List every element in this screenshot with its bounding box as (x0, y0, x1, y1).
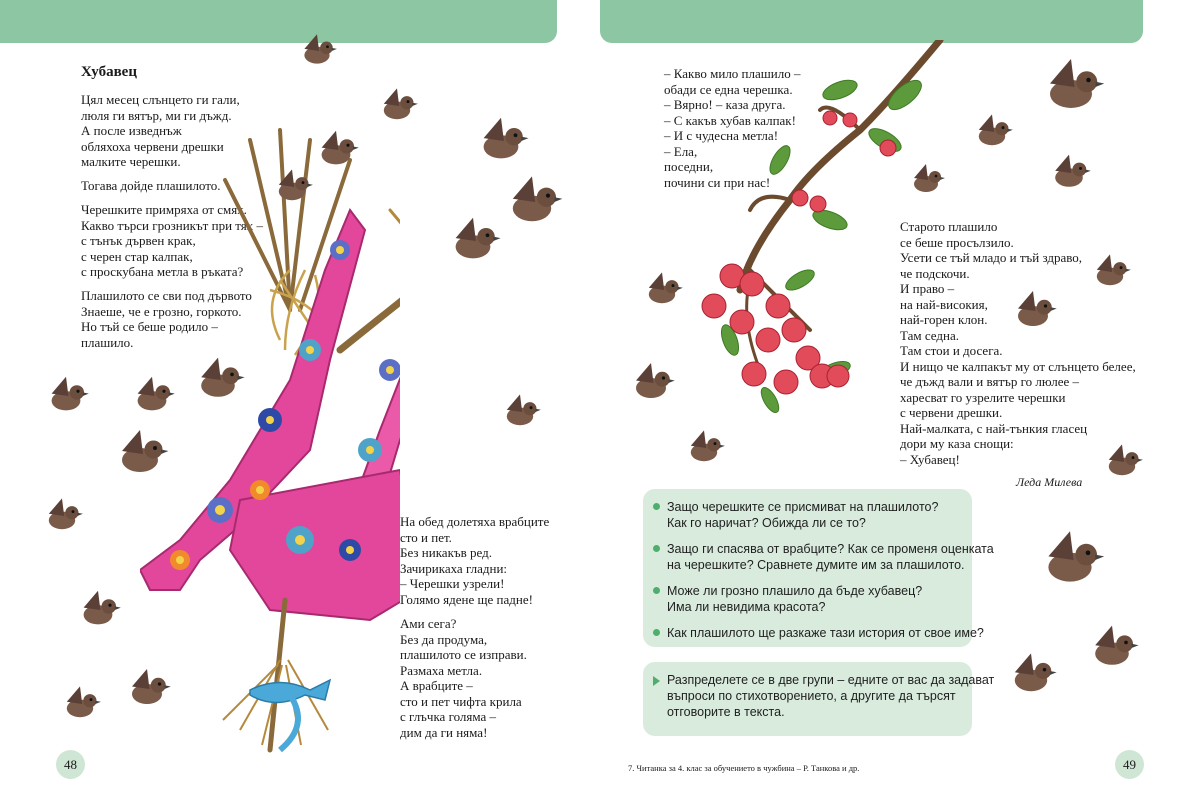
header-band-right (600, 0, 1143, 43)
sparrow-icon (1088, 250, 1132, 294)
sparrow-icon (122, 664, 172, 714)
question-item: Как плашилото ще разкаже тази история от свое име? (667, 625, 960, 641)
sparrow-icon (128, 372, 176, 420)
sparrow-icon (1100, 440, 1144, 484)
questions-box (643, 489, 994, 647)
sparrow-icon (1046, 150, 1092, 196)
sparrow-icon (42, 372, 90, 420)
sparrow-icon (375, 84, 419, 128)
stanza-1: Цял месец слънцето ги гали, люля ги вятър, ми ги дъжд. А после изведнъж обляхоха червени дрешки малките черешки. (81, 92, 240, 169)
sparrow-icon (682, 426, 726, 470)
stanza-5: На обед долетяха врабците сто и пет. Без никакъв ред. Зачирикаха гладни: – Черешки узрели! Голямо ядене ще падне! (400, 514, 550, 607)
sparrow-icon (1084, 620, 1140, 676)
bullet-icon (653, 545, 660, 552)
sparrow-icon (626, 358, 676, 408)
bullet-icon (653, 587, 660, 594)
footer-credit: 7. Читанка за 4. клас за обучението в чужбина – Р. Танкова и др. (628, 763, 860, 773)
sparrow-icon (970, 110, 1014, 154)
sparrow-icon (190, 352, 246, 408)
question-item: Защо черешките се присмиват на плашилото? Как го наричат? Обижда ли се то? (667, 499, 960, 531)
sparrow-icon (74, 586, 122, 634)
arrow-right-icon (653, 676, 660, 686)
task-item: Разпределете се в две групи – едните от вас да задават въпроси по стихотворението, а другите да търсят отговорите в текста. (667, 672, 960, 720)
page-number-left: 48 (56, 750, 85, 779)
stanza-8: Старото плашило се беше просълзило. Усети се тъй младо и тъй здраво, че подскочи. И право – на най-високия, най-горен клон. Там седна. Там стои и досега. И нищо че калпакът му от слънцето белее, че дъжд вали и вятър го люлее – харесват го узрелите черешки с червени дрешки. Най-малката, с най-тънкия гласец дори му каза снощи: – Хубавец! (900, 219, 1136, 467)
stanza-2: Тогава дойде плашилото. (81, 178, 221, 193)
sparrow-icon (906, 160, 946, 200)
sparrow-icon (498, 390, 542, 434)
header-band-left (0, 0, 557, 43)
sparrow-icon (296, 30, 338, 72)
sparrow-icon (312, 126, 360, 174)
sparrow-icon (1004, 648, 1058, 702)
cherry-branch-illustration (690, 40, 960, 440)
sparrow-icon (110, 424, 170, 484)
stanza-4: Плашилото се сви под дървото Знаеше, че е грозно, горкото. Но тъй се беше родило – плашило. (81, 288, 252, 350)
sparrow-icon (444, 212, 502, 270)
sparrow-icon (40, 494, 84, 538)
question-item: Защо ги спасява от врабците? Как се променя оценката на черешките? Сравнете думите им за плашилото. (667, 541, 960, 573)
stanza-3: Черешките примряха от смях. Какво търси грозникът при тях – с тънък дървен крак, с черен стар калпак, с проскубана метла в ръката? (81, 202, 264, 279)
sparrow-icon (1036, 52, 1106, 122)
sparrow-icon (1034, 524, 1106, 596)
stanza-7: – Какво мило плашило – обади се една черешка. – Вярно! – каза друга. – С какъв хубав калпак! – И с чудесна метла! – Ела, поседни, почини си при нас! (664, 66, 801, 190)
page-number-right: 49 (1115, 750, 1144, 779)
sparrow-icon (270, 165, 314, 209)
sparrow-icon (58, 682, 102, 726)
sparrow-icon (1008, 286, 1058, 336)
task-box (643, 662, 995, 736)
bullet-icon (653, 503, 660, 510)
bullet-icon (653, 629, 660, 636)
stanza-6: Ами сега? Без да продума, плашилото се изправи. Размаха метла. А врабците – сто и пет чифта крила с глъчка голяма – дим да ги няма! (400, 616, 527, 740)
sparrow-icon (472, 112, 530, 170)
scarecrow-illustration (140, 120, 400, 760)
sparrow-icon (640, 268, 684, 312)
sparrow-icon (500, 170, 564, 234)
poem-author: Леда Милева (1016, 475, 1083, 489)
poem-title: Хубавец (81, 64, 137, 80)
question-item: Може ли грозно плашило да бъде хубавец? Има ли невидима красота? (667, 583, 960, 615)
